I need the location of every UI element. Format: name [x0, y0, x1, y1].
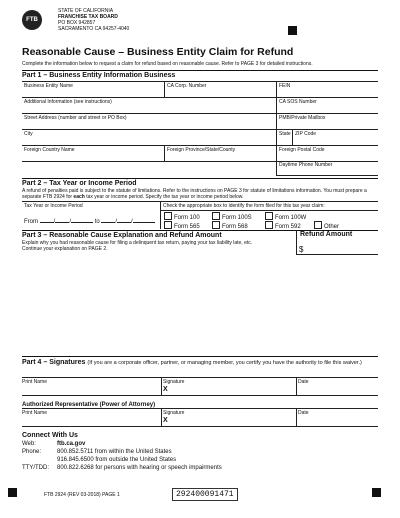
rep-print-name-field[interactable]: Print Name — [22, 410, 48, 416]
rep-signature-label: Signature — [163, 410, 185, 416]
authorized-rep-heading: Authorized Representative (Power of Attorney) — [22, 402, 156, 408]
foreign-province-field[interactable]: Foreign Province/State/County — [167, 147, 236, 153]
checkbox-label: Form 100S — [222, 215, 252, 221]
checkbox-icon — [265, 221, 273, 229]
checkbox-label: Form 100W — [275, 215, 307, 221]
zip-field[interactable]: ZIP Code — [295, 131, 317, 137]
part2-text-bold: each — [73, 194, 85, 200]
agency-po-box: PO BOX 942857 — [58, 20, 96, 26]
checkbox-icon — [212, 221, 220, 229]
signature-field[interactable]: X — [163, 386, 168, 393]
part2-instructions — [22, 188, 380, 200]
checkbox-icon — [314, 221, 322, 229]
connect-info — [22, 441, 222, 473]
checkbox-label: Form 565 — [174, 224, 200, 230]
date-field[interactable]: Date — [298, 379, 309, 385]
tty-number: 800.822.6268 for persons with hearing or speech impairments — [57, 465, 222, 471]
tax-year-label: Tax Year or Income Period — [24, 203, 83, 209]
refund-amount-field[interactable] — [299, 239, 378, 253]
checkbox-icon — [164, 212, 172, 220]
part4-header — [22, 359, 382, 367]
barcode-number: 292400091471 — [172, 488, 238, 501]
tax-period-range[interactable]: From / / to / / — [24, 219, 155, 226]
part3-line1: Explain why you had reasonable cause for filing a delinquent tax return, paying your tax liability late, etc. — [22, 240, 253, 246]
form-title: Reasonable Cause – Business Entity Claim for Refund — [22, 46, 294, 58]
phone-intl: 916.845.6500 from outside the United States — [57, 457, 177, 463]
ftb-logo-text: FTB — [26, 17, 38, 23]
dollar-sign: $ — [299, 245, 304, 254]
registration-mark-top — [288, 26, 297, 35]
connect-heading: Connect With Us — [22, 432, 78, 439]
phone-label: Phone: — [22, 449, 42, 455]
part2-heading: Part 2 – Tax Year or Income Period — [22, 180, 137, 187]
checkbox-icon — [265, 212, 273, 220]
part2-text-a: A refund of penalties paid is subject to the statute of limitations. Refer to the instructions on PAGE 3 for statute of limitations information. You must prepare a separate FTB 2924 for — [22, 188, 367, 200]
divider — [22, 81, 378, 82]
rep-date-field[interactable]: Date — [298, 410, 309, 416]
tty-label: TTY/TDD: — [22, 465, 49, 471]
part3-line2: Continue your explanation on PAGE 2. — [22, 246, 108, 252]
fein-field[interactable]: FEIN — [279, 83, 291, 89]
part3-heading: Part 3 – Reasonable Cause Explanation and Refund Amount — [22, 232, 222, 239]
print-name-field[interactable]: Print Name — [22, 379, 48, 385]
city-field[interactable]: City — [24, 131, 33, 137]
checkbox-icon — [212, 212, 220, 220]
part4-subtext: (If you are a corporate officer, partner, or managing member, you certify you have the authority to file this waiver.) — [87, 360, 362, 366]
ca-sos-field[interactable]: CA SOS Number — [279, 99, 317, 105]
explanation-area[interactable] — [22, 255, 378, 353]
web-link[interactable]: ftb.ca.gov — [57, 441, 86, 447]
divider — [22, 70, 378, 71]
street-field[interactable]: Street Address (number and street or PO Box) — [24, 115, 127, 121]
form-intro: Complete the information below to request a claim for refund based on reasonable cause. Refer to PAGE 3 for detailed instructions. — [22, 61, 313, 67]
agency-city: SACRAMENTO CA 94257-4040 — [58, 26, 130, 32]
phone-us: 800.852.5711 from within the United States — [57, 449, 172, 455]
part4-heading: Part 4 – Signatures — [22, 359, 86, 366]
entity-name-field[interactable]: Business Entity Name — [24, 83, 73, 89]
checkbox-label: Other — [324, 224, 340, 230]
agency-address — [58, 8, 129, 32]
footer-form-id: FTB 2924 (REV 03-2018) PAGE 1 — [44, 492, 120, 498]
checkbox-label: Form 592 — [275, 224, 301, 230]
additional-info-field[interactable]: Additional Information (see instructions) — [24, 99, 112, 105]
part1-heading: Part 1 – Business Entity Information Business — [22, 72, 176, 79]
registration-mark-bottom-left — [8, 488, 17, 497]
registration-mark-bottom-right — [372, 488, 381, 497]
foreign-postal-field[interactable]: Foreign Postal Code — [279, 147, 325, 153]
agency-state: STATE OF CALIFORNIA — [58, 8, 114, 14]
pmb-field[interactable]: PMB/Private Mailbox — [279, 115, 326, 121]
ftb-logo — [22, 10, 42, 30]
ca-corp-field[interactable]: CA Corp. Number — [167, 83, 207, 89]
state-field[interactable]: State — [279, 131, 291, 137]
refund-amount-label: Refund Amount — [300, 231, 353, 238]
part2-text-b: tax year or income period. Specify the tax year or income period below. — [84, 194, 244, 200]
daytime-phone-field[interactable]: Daytime Phone Number — [279, 162, 333, 168]
foreign-country-field[interactable]: Foreign Country Name — [24, 147, 75, 153]
signature-label: Signature — [163, 379, 185, 385]
to-label: to — [94, 219, 100, 225]
checkbox-icon — [164, 221, 172, 229]
checkbox-label: Form 568 — [222, 224, 248, 230]
checkbox-label: Form 100 — [174, 215, 200, 221]
form-check-label: Check the appropriate box to identify the form filed for this tax year claim: — [163, 203, 325, 209]
from-label: From — [24, 219, 38, 225]
agency-board: FRANCHISE TAX BOARD — [58, 14, 118, 20]
rep-signature-field[interactable]: X — [163, 417, 168, 424]
web-label: Web: — [22, 441, 36, 447]
